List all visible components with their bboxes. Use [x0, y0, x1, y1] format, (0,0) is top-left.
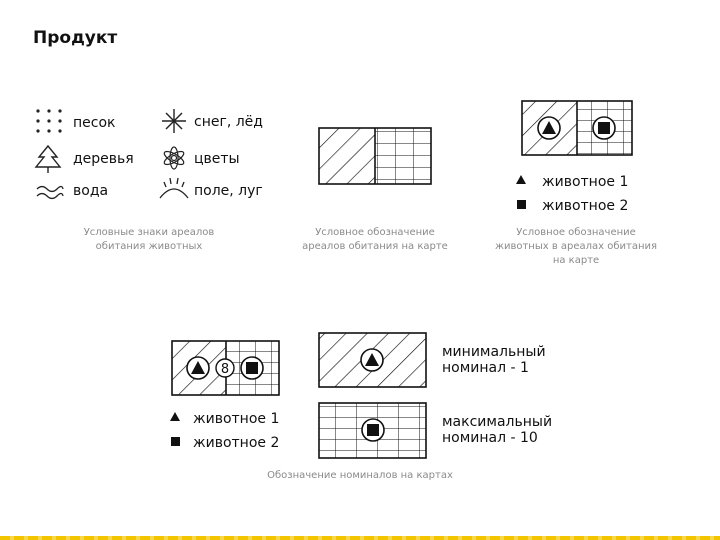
triangle-icon	[170, 412, 180, 421]
animals-map-symbol	[495, 101, 657, 266]
animal1-label: животное 1	[542, 174, 629, 190]
flower-icon	[162, 147, 185, 169]
square-icon	[517, 200, 526, 209]
legend-label-snow: снег, лёд	[194, 114, 263, 130]
animal1-marker	[361, 349, 383, 371]
animal-count-label: 8	[220, 362, 230, 377]
water-waves-icon	[37, 187, 63, 199]
animal2-label: животное 2	[542, 198, 629, 214]
legend-label-flowers: цветы	[194, 151, 240, 167]
page-title: Продукт	[33, 28, 118, 48]
legend-label-trees: деревья	[73, 151, 134, 167]
accent-bar	[0, 536, 720, 540]
animal2-marker	[241, 357, 263, 379]
grid-area	[375, 128, 431, 184]
habitat-symbols-legend	[36, 109, 263, 252]
min-nominal-line1: минимальный	[442, 344, 546, 360]
nominals-animal1-label: животное 1	[193, 411, 280, 427]
hatched-area	[319, 128, 375, 184]
habitat-map-symbol	[302, 128, 448, 252]
animal2-marker	[362, 419, 384, 441]
nominals-diagram	[170, 333, 552, 481]
triangle-icon	[516, 175, 526, 184]
animal2-marker	[593, 117, 615, 139]
meadow-grass-icon	[160, 178, 188, 198]
tree-icon	[36, 146, 60, 173]
legend-caption-line1: Условные знаки ареалов	[83, 227, 215, 238]
sand-dots-icon	[36, 109, 61, 132]
nominals-animal2-label: животное 2	[193, 435, 280, 451]
animals-caption-line2: животных в ареалах обитания	[494, 241, 658, 252]
legend-label-meadow: поле, луг	[194, 183, 263, 199]
min-nominal-line2: номинал - 1	[442, 360, 529, 376]
animal-count-marker	[216, 359, 234, 377]
animals-caption-line3: на карте	[552, 255, 600, 266]
animal1-marker	[187, 357, 209, 379]
legend-label-water: вода	[73, 183, 109, 199]
square-icon	[171, 437, 180, 446]
habitat-caption-line2: ареалов обитания на карте	[302, 241, 448, 252]
max-nominal-line2: номинал - 10	[442, 430, 538, 446]
legend-label-sand: песок	[73, 115, 116, 131]
habitat-caption-line1: Условное обозначение	[315, 227, 435, 238]
legend-caption-line2: обитания животных	[95, 241, 203, 252]
snowflake-icon	[162, 109, 186, 133]
animals-caption-line1: Условное обозначение	[516, 227, 636, 238]
animal1-marker	[538, 117, 560, 139]
max-nominal-line1: максимальный	[442, 414, 553, 430]
nominals-caption: Обозначение номиналов на картах	[267, 470, 453, 481]
